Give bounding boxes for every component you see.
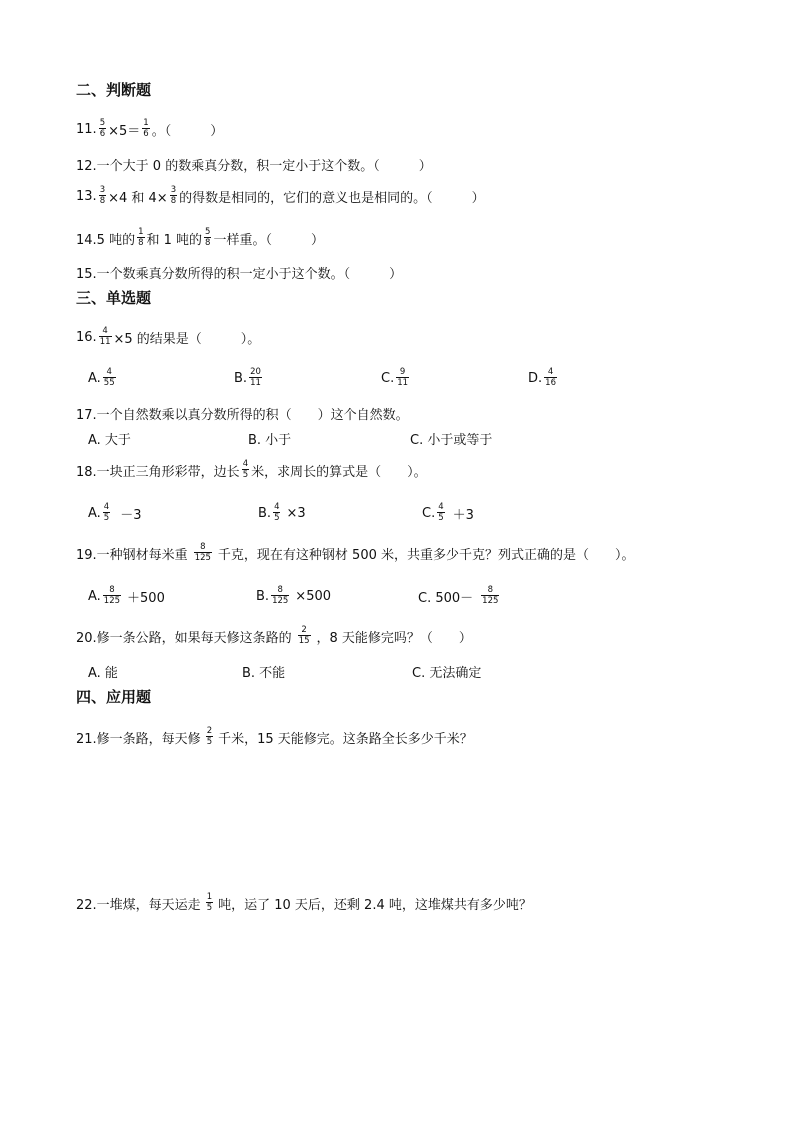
question-number: 18.一块正三角形彩带，边长 <box>76 465 240 480</box>
fraction: $\frac{4}{16}$ <box>545 367 556 388</box>
option-label: A. <box>88 506 101 521</box>
fraction: $\frac{8}{125}$ <box>272 585 289 606</box>
question-15: 15.一个数乘真分数所得的积一定小于这个数。（ ） <box>76 267 403 282</box>
option-operator: －3 <box>120 508 142 523</box>
question-number: 14.5 吨的 <box>76 233 136 248</box>
question-number: 19.一种钢材每米重 <box>76 548 188 563</box>
fraction: $\frac{1}{8}$ <box>138 227 144 248</box>
section-heading-application: 四、应用题 <box>76 688 152 706</box>
option-b: B. 小于 <box>248 433 292 448</box>
question-19 <box>76 543 635 564</box>
option-label: B. <box>256 589 270 604</box>
option-b <box>234 368 264 389</box>
fraction: $\frac{4}{5}$ <box>438 502 444 523</box>
fraction: $\frac{9}{11}$ <box>397 367 409 388</box>
option-label: B. <box>234 371 248 386</box>
option-b <box>256 586 331 607</box>
fraction: $\frac{2}{15}$ <box>298 625 310 646</box>
fraction: $\frac{4}{5}$ <box>274 502 280 523</box>
option-a: A. 大于 <box>88 433 131 448</box>
fraction: $\frac{4}{5}$ <box>103 502 110 523</box>
question-text: ×5 的结果是（ ）。 <box>113 332 261 347</box>
option-a <box>88 503 142 524</box>
question-text: 和 1 吨的 <box>146 233 203 248</box>
question-text: 千米，15 天能修完。这条路全长多少千米？ <box>218 732 473 747</box>
question-text: 吨，运了 10 天后，还剩 2.4 吨，这堆煤共有多少吨？ <box>218 898 532 913</box>
option-operator: ＋3 <box>452 508 474 523</box>
question-number: 22.一堆煤，每天运走 <box>76 898 201 913</box>
option-b: B. 不能 <box>242 666 286 681</box>
option-label: C. <box>381 371 395 386</box>
fraction: $\frac{20}{11}$ <box>250 367 261 388</box>
question-14 <box>76 228 324 249</box>
question-22 <box>76 893 532 914</box>
fraction: $\frac{5}{6}$ <box>99 118 106 139</box>
fraction: $\frac{8}{125}$ <box>103 585 121 606</box>
option-a: A. 能 <box>88 666 118 681</box>
option-operator: ×500 <box>295 589 332 604</box>
option-c: C. 无法确定 <box>412 666 482 681</box>
option-label: C. <box>422 506 436 521</box>
option-d <box>528 368 559 389</box>
fraction: $\frac{2}{5}$ <box>206 726 213 747</box>
option-label: C. 500－ <box>418 591 474 606</box>
question-17: 17.一个自然数乘以真分数所得的积（ ）这个自然数。 <box>76 408 409 423</box>
question-11 <box>76 119 223 140</box>
question-16 <box>76 327 260 348</box>
question-21 <box>76 727 473 748</box>
question-number: 20.修一条公路，如果每天修这条路的 <box>76 631 292 646</box>
section-heading-choice: 三、单选题 <box>76 289 152 307</box>
section-heading-judgment: 二、判断题 <box>76 81 152 99</box>
option-operator: ×3 <box>286 506 306 521</box>
question-20 <box>76 626 472 647</box>
option-a <box>88 586 165 607</box>
question-text: 。（ ） <box>151 124 224 139</box>
question-text: ×5＝ <box>108 124 141 139</box>
fraction: $\frac{1}{5}$ <box>206 892 213 913</box>
question-text: 米，求周长的算式是（ ）。 <box>251 465 427 480</box>
option-label: B. <box>258 506 272 521</box>
option-label: A. <box>88 371 101 386</box>
option-c <box>418 586 501 607</box>
question-12: 12.一个大于 0 的数乘真分数，积一定小于这个数。（ ） <box>76 159 432 174</box>
question-text: 一样重。（ ） <box>213 233 324 248</box>
fraction: $\frac{4}{11}$ <box>99 326 111 347</box>
fraction: $\frac{8}{125}$ <box>194 542 211 563</box>
question-text: 千克，现在有这种钢材 500 米，共重多少千克？列式正确的是（ ）。 <box>217 548 635 563</box>
question-13 <box>76 186 485 207</box>
fraction: $\frac{1}{6}$ <box>143 118 149 139</box>
option-c <box>381 368 411 389</box>
question-number: 13. <box>76 189 97 204</box>
fraction: $\frac{8}{125}$ <box>482 585 499 606</box>
question-number: 11. <box>76 122 97 137</box>
question-text: 的得数是相同的，它们的意义也是相同的。（ ） <box>179 191 485 206</box>
fraction: $\frac{5}{8}$ <box>205 227 211 248</box>
question-number: 16. <box>76 330 97 345</box>
fraction: $\frac{3}{8}$ <box>99 185 106 206</box>
question-text: ，8 天能修完吗？（ ） <box>316 631 472 646</box>
option-b <box>258 503 306 524</box>
fraction: $\frac{4}{55}$ <box>103 367 115 388</box>
option-c: C. 小于或等于 <box>410 433 493 448</box>
question-text: ×4 和 4× <box>108 191 168 206</box>
question-number: 21.修一条路，每天修 <box>76 732 201 747</box>
option-a <box>88 368 118 389</box>
option-c <box>422 503 474 524</box>
fraction: $\frac{4}{5}$ <box>242 459 249 480</box>
question-18 <box>76 460 427 481</box>
option-label: A. <box>88 589 101 604</box>
fraction: $\frac{3}{8}$ <box>170 185 177 206</box>
option-operator: ＋500 <box>127 591 165 606</box>
option-label: D. <box>528 371 543 386</box>
